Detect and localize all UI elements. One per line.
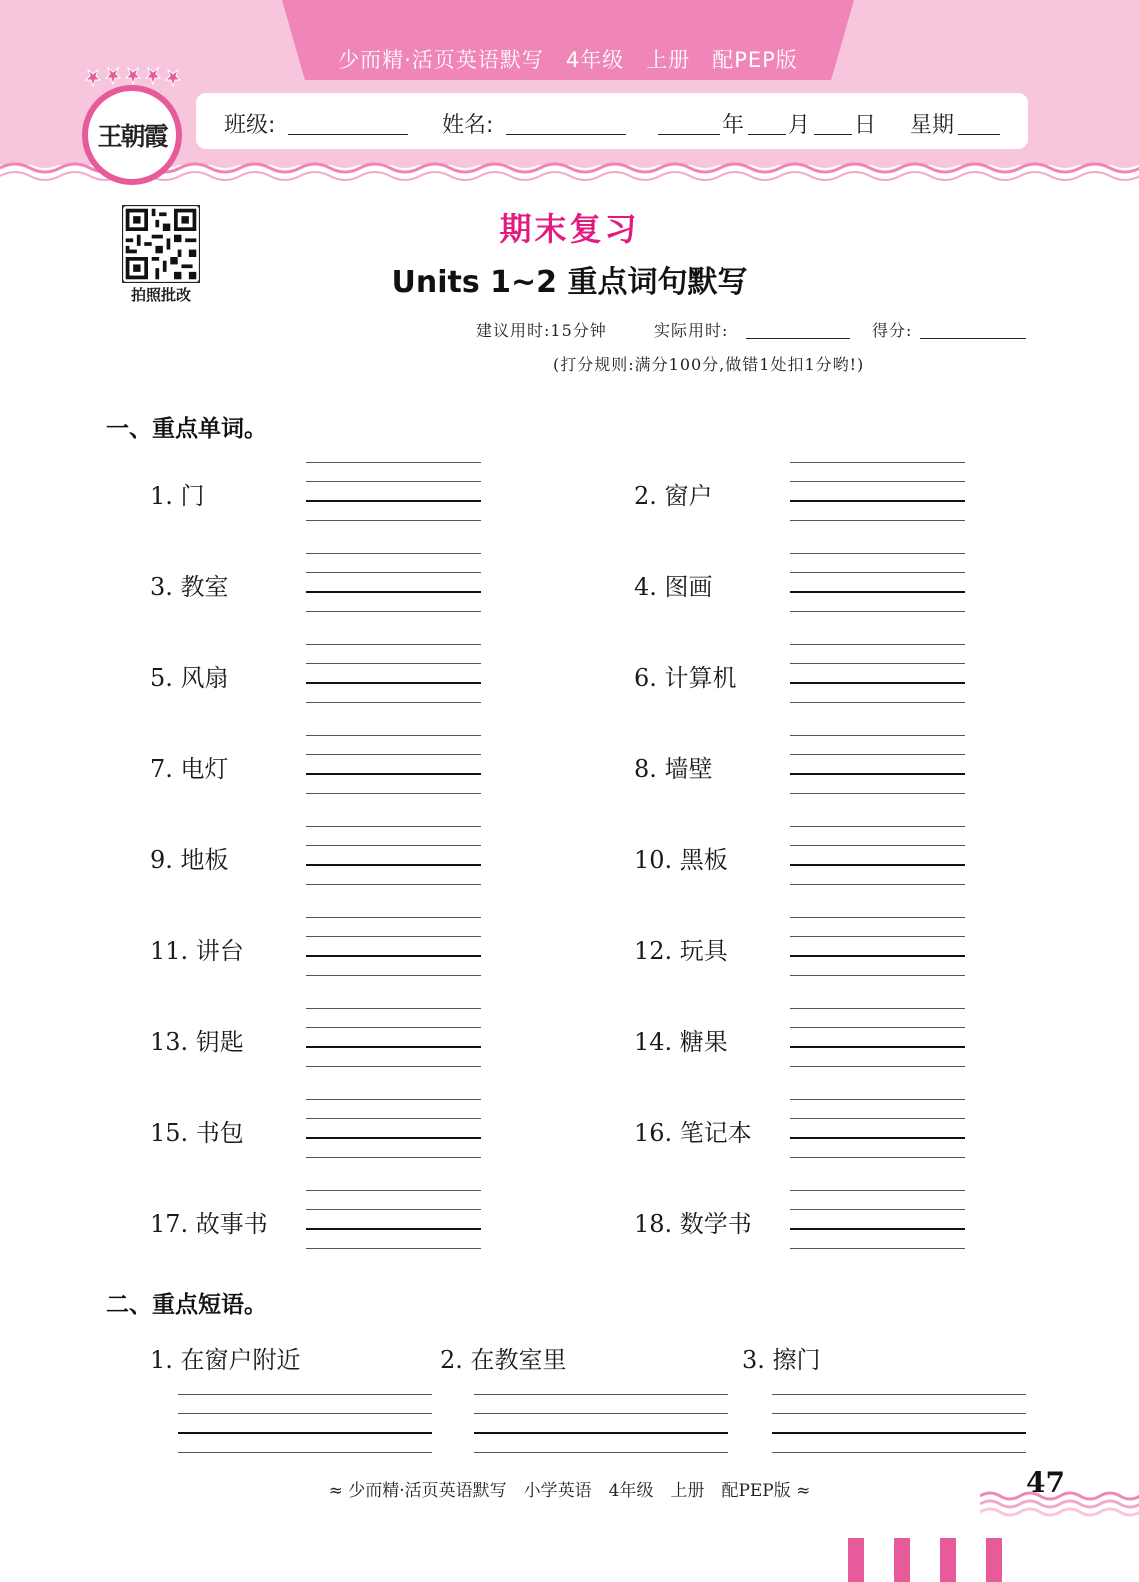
word-item-5: 5. 风扇 [150,664,229,692]
logo-text: 王朝霞 [97,122,167,151]
word-item-15: 15. 书包 [150,1119,244,1147]
word-item-18: 18. 数学书 [634,1210,752,1238]
word-item-3: 3. 教室 [150,573,229,601]
word-item-11: 11. 讲台 [150,937,244,965]
day-label: 日 [854,113,877,138]
brand-logo [82,85,182,185]
actual-time-blank[interactable] [746,338,850,339]
phrase-writing-lines-3[interactable] [772,1394,1026,1454]
word-item-13: 13. 钥匙 [150,1028,244,1056]
word-writing-lines-17[interactable] [306,1190,481,1250]
word-writing-lines-10[interactable] [790,826,965,886]
word-writing-lines-11[interactable] [306,917,481,977]
word-item-10: 10. 黑板 [634,846,728,874]
weekday-label: 星期 [910,113,955,138]
class-label: 班级: [224,113,276,138]
page-number: 47 [1026,1466,1065,1499]
name-label: 姓名: [442,113,494,138]
phrase-item-1: 1. 在窗户附近 [150,1346,301,1374]
word-item-8: 8. 墙壁 [634,755,713,783]
section-heading-words: 一、重点单词。 [106,416,267,442]
phrase-writing-lines-1[interactable] [178,1394,432,1454]
year-blank[interactable] [658,134,720,135]
word-item-16: 16. 笔记本 [634,1119,752,1147]
edge-tab-bars-icon [848,1538,1008,1582]
weekday-blank[interactable] [958,134,1000,135]
student-info-box [196,93,1028,149]
month-label: 月 [788,113,811,138]
word-item-14: 14. 糖果 [634,1028,728,1056]
phrase-writing-lines-2[interactable] [474,1394,728,1454]
word-item-17: 17. 故事书 [150,1210,268,1238]
footer-series: ≈ 少而精·活页英语默写 小学英语 4年级 上册 配PEP版 ≈ [328,1481,811,1501]
scoring-rule: (打分规则:满分100分,做错1处扣1分哟!) [553,355,865,374]
word-writing-lines-4[interactable] [790,553,965,613]
word-writing-lines-13[interactable] [306,1008,481,1068]
word-writing-lines-2[interactable] [790,462,965,522]
word-item-2: 2. 窗户 [634,482,713,510]
series-title: 少而精·活页英语默写 4年级 上册 配PEP版 [338,48,798,72]
actual-time-label: 实际用时: [654,321,729,340]
word-writing-lines-6[interactable] [790,644,965,704]
page-subtitle: Units 1~2 重点词句默写 [391,265,748,300]
word-item-6: 6. 计算机 [634,664,737,692]
suggested-time: 建议用时:15分钟 [476,321,607,340]
section-heading-phrases: 二、重点短语。 [106,1292,267,1318]
word-writing-lines-16[interactable] [790,1099,965,1159]
score-label: 得分: [872,321,913,340]
word-writing-lines-3[interactable] [306,553,481,613]
word-item-7: 7. 电灯 [150,755,229,783]
page-title: 期末复习 [499,210,640,248]
name-blank[interactable] [506,134,626,135]
word-item-4: 4. 图画 [634,573,713,601]
phrase-item-2: 2. 在教室里 [440,1346,567,1374]
class-blank[interactable] [288,134,408,135]
qr-label: 拍照批改 [130,286,191,304]
year-label: 年 [722,113,745,138]
word-writing-lines-8[interactable] [790,735,965,795]
word-item-9: 9. 地板 [150,846,229,874]
word-writing-lines-7[interactable] [306,735,481,795]
word-item-1: 1. 门 [150,482,205,510]
day-blank[interactable] [814,134,852,135]
word-writing-lines-18[interactable] [790,1190,965,1250]
score-blank[interactable] [920,338,1026,339]
word-writing-lines-1[interactable] [306,462,481,522]
word-writing-lines-5[interactable] [306,644,481,704]
word-writing-lines-15[interactable] [306,1099,481,1159]
month-blank[interactable] [748,134,786,135]
word-writing-lines-14[interactable] [790,1008,965,1068]
word-item-12: 12. 玩具 [634,937,728,965]
phrase-item-3: 3. 擦门 [742,1346,821,1374]
word-writing-lines-12[interactable] [790,917,965,977]
word-writing-lines-9[interactable] [306,826,481,886]
